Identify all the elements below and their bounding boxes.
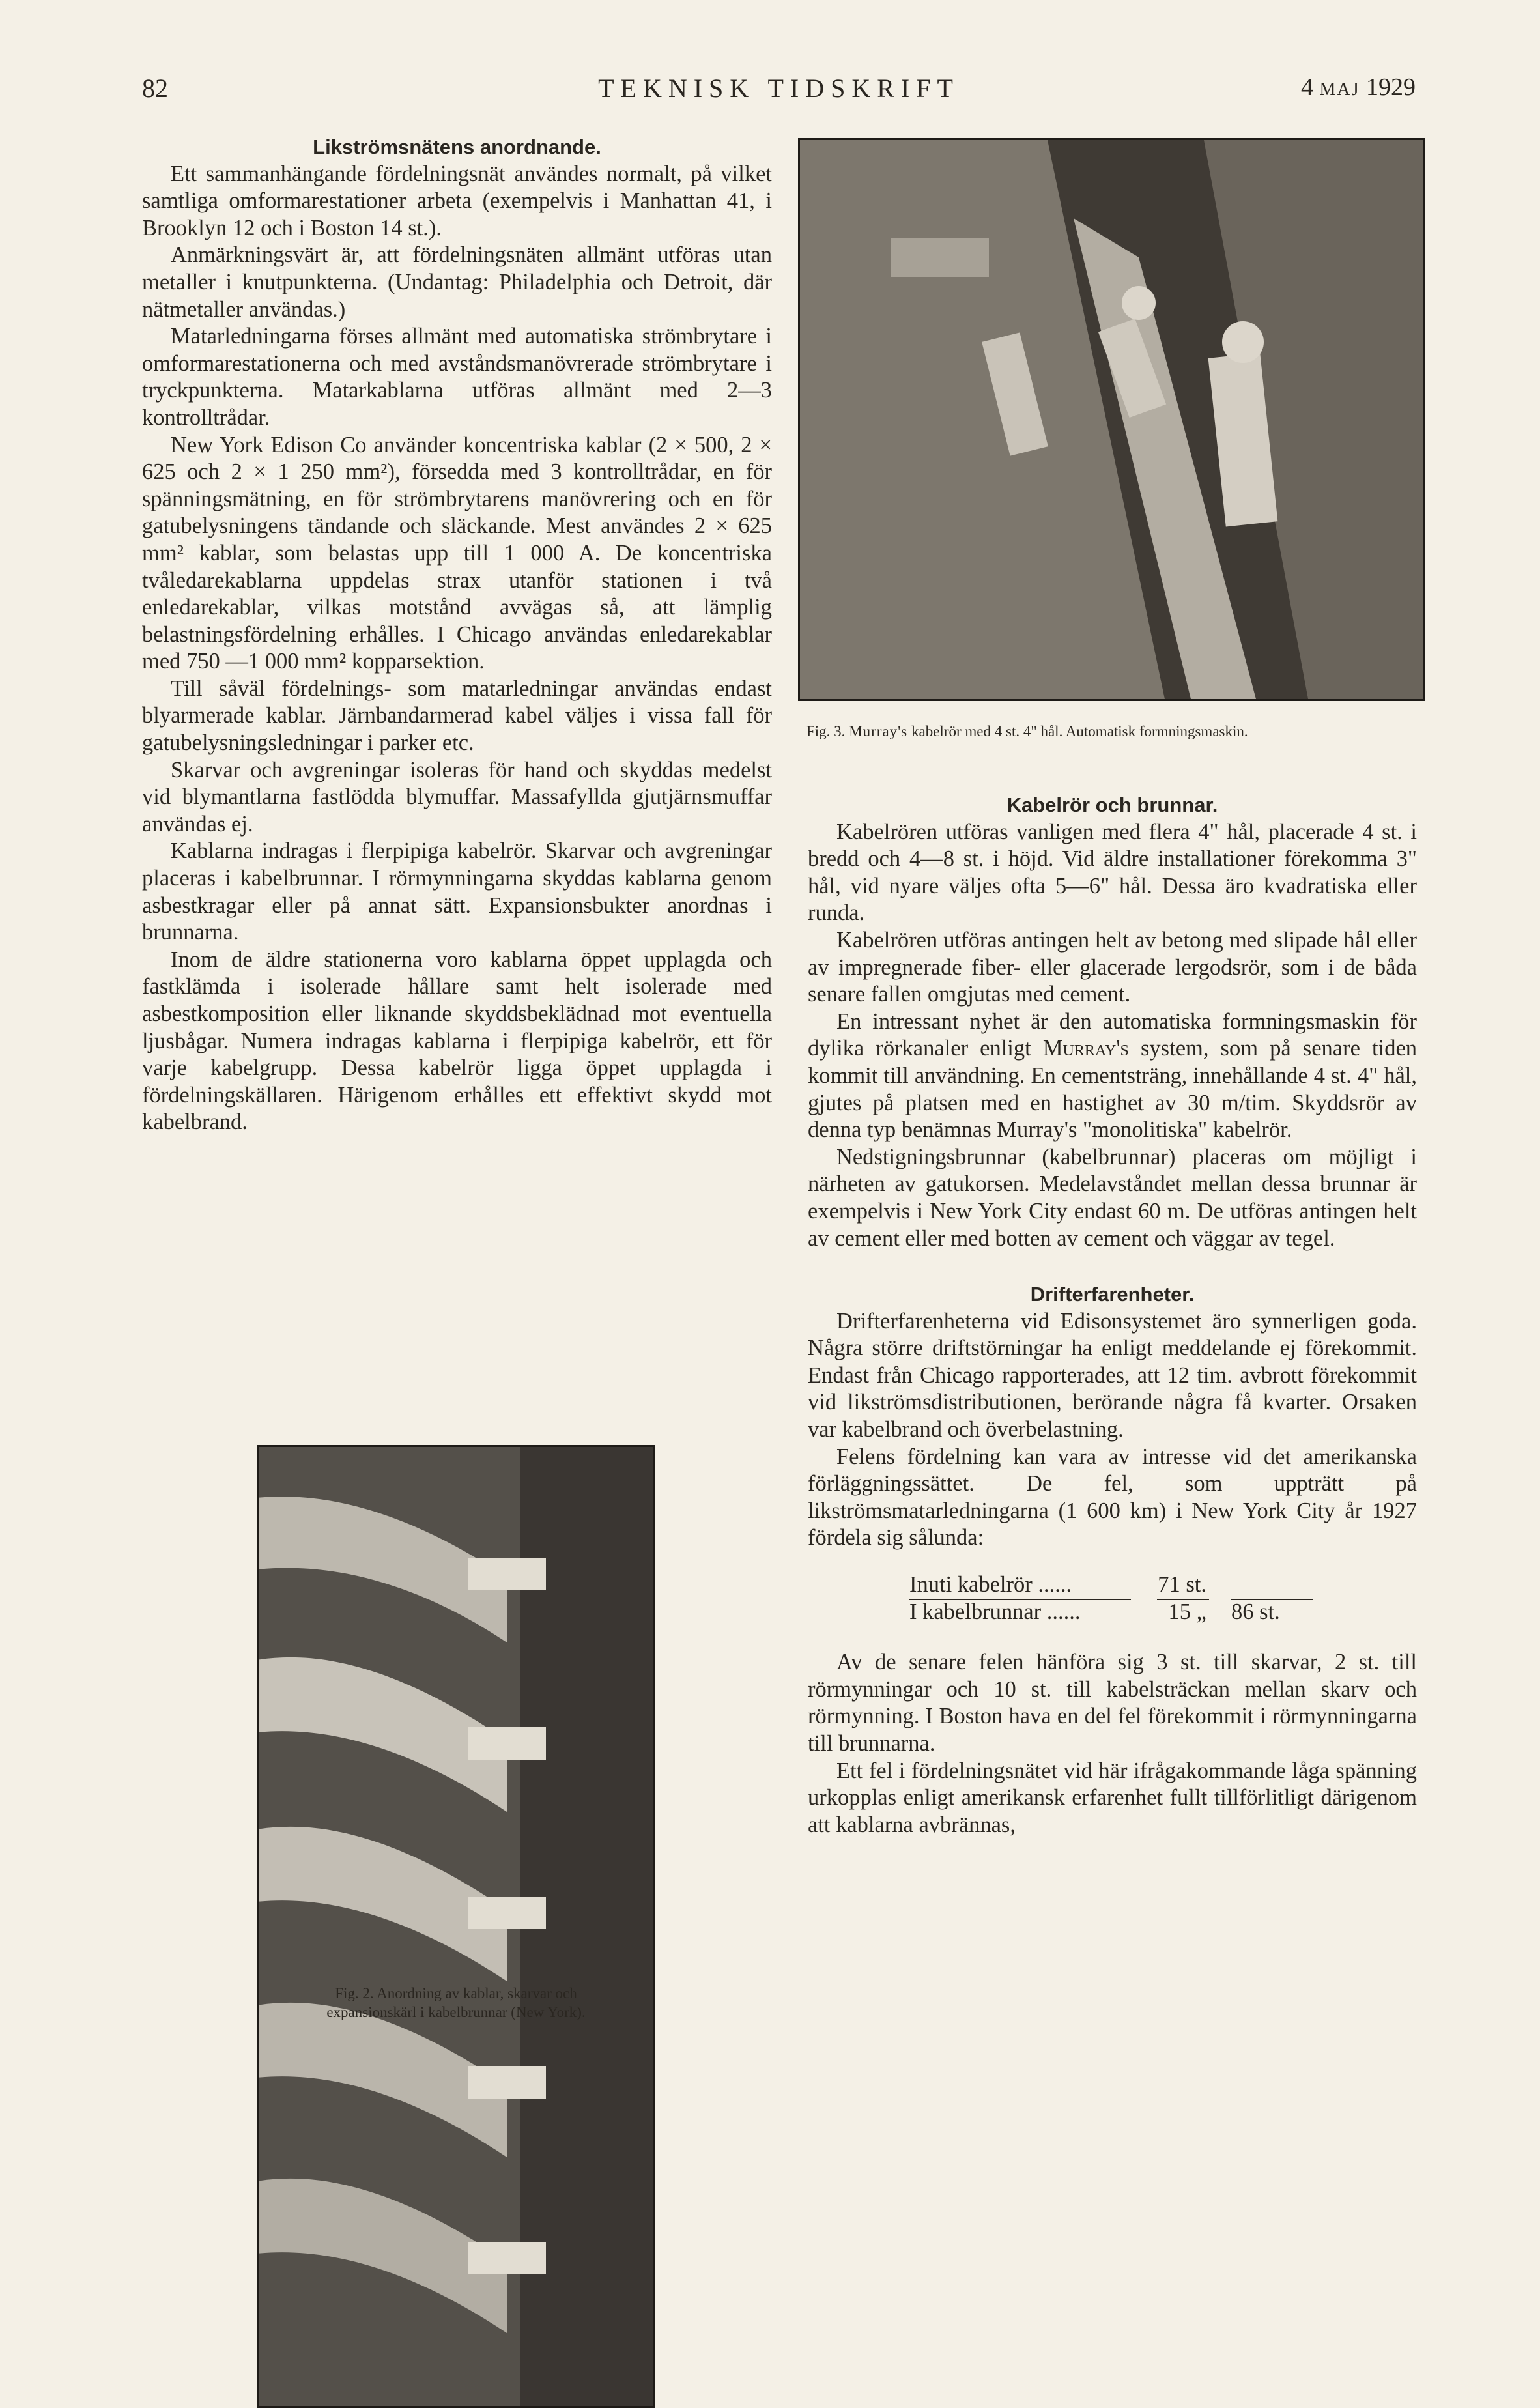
cable-manhole-photo-illustration (259, 1447, 653, 2406)
figure-2-caption: Fig. 2. Anordning av kablar, skarvar och expansionskärl i kabelbrunnar (New York). (326, 1985, 586, 2020)
paragraph: Anmärkningsvärt är, att fördelningsnäten allmänt utföras utan metaller i knutpunkterna. (Undantag: Philadelphia och Detroit, där nätmetaller användas.) (142, 242, 772, 322)
paragraph: Felens fördelning kan vara av intresse vid det amerikanska förläggningssättet. De fel, som uppträtt på likströmsmatarledningarna (1 600 km) i New York City år 1927 fördela sig sålunda: (808, 1444, 1417, 1551)
paragraph-murray: En intressant nyhet är den automatiska formningsmaskin för dylika rörkanaler enligt Murray's system, som på senare tiden kommit till användning. En cementsträng, innehållande 4 st. 4" hål, gjutes på platsen med en hastighet av 30 m/tim. Skyddsrör av denna typ benämnas Murray's "monolitiska" kabelrör. (808, 1009, 1418, 1143)
figure-2-photo (257, 1445, 655, 2408)
left-column (142, 134, 772, 1136)
fault-total: 86 st. (1231, 1599, 1280, 1624)
section-heading-kabelror: Kabelrör och brunnar. (1006, 794, 1218, 816)
paragraph: Drifterfarenheterna vid Edisonsystemet äro synnerligen goda. Några större driftstörningar ha enligt meddelande ej förekommit. Endast från Chicago rapporterades, att 12 tim. avbrott förekommit vid likströmsdistributionen, berörande några få kvarter. Orsaken var kabelbrand och överbelastning. (808, 1308, 1417, 1442)
right-column (808, 792, 1417, 1839)
paragraph: Matarledningarna förses allmänt med automatiska strömbrytare i omformarestationerna och med avståndsmanövrerade strömbrytare i tryckpunkterna. Matarkablarna utföras allmänt med 2—3 kontrolltrådar. (142, 324, 772, 430)
issue-date: 4 MAJ 1929 (1300, 74, 1416, 101)
paragraph: Nedstigningsbrunnar (kabelbrunnar) placeras om möjligt i närheten av gatukorsen. Medelavståndet mellan dessa brunnar är exempelvis i New York City endast 60 m. De utföras antingen helt av cement eller med botten av cement och väggar av tegel. (808, 1144, 1417, 1251)
paragraph: New York Edison Co använder koncentriska kablar (2 × 500, 2 × 625 och 2 × 1 250 mm²), försedda med 3 kontrolltrådar, en för spänningsmätning, en för strömbrytarens manövrering och en för gatubelysningens tändande och släckande. Mest användes 2 × 625 mm² kablar, som belastas upp till 1 000 A. De koncentriska tvåledarekablarna uppdelas strax utanför stationen i två enledarekablar, vilkas motstånd avvägas så, att lämplig belastningsfördelning erhålles. I Chicago användas enledarekablar med 750 —1 000 mm² kopparsektion. (142, 432, 772, 674)
sum-rule (909, 1599, 1131, 1600)
paragraph: Kablarna indragas i flerpipiga kabelrör. Skarvar och avgreningar placeras i kabelbrunnar. I rörmynningarna skyddas kablarna genom asbestkragar eller på annat sätt. Expansionsbukter anordnas i brunnarna. (142, 838, 772, 945)
paragraph: Kabelrören utföras antingen helt av betong med slipade hål eller av impregnerade fiber- eller glacerade lergodsrör, som i de båda senare fallen omgjutas med cement. (808, 927, 1417, 1007)
table-row: I kabelbrunnar ...... 15 „ 86 st. (808, 1599, 1417, 1626)
running-head (142, 73, 1416, 112)
paragraph: Skarvar och avgreningar isoleras för hand och skyddas medelst vid blymantlarna fastlödda blymuffar. Massafyllda gjutjärnsmuffar användas ej. (142, 757, 772, 837)
fault-distribution-table (808, 1571, 1417, 1626)
section-heading-drifterfarenheter: Drifterfarenheter. (1030, 1283, 1195, 1306)
paragraph: Av de senare felen hänföra sig 3 st. till skarvar, 2 st. till rörmynningar och 10 st. till kabelsträckan mellan skarv och rörmynning. I Boston hava en del fel förekommit i rörmynningarna till brunnarna. (808, 1650, 1417, 1756)
journal-title: TEKNISK TIDSKRIFT (598, 74, 960, 103)
paragraph: Kabelrören utföras vanligen med flera 4" hål, placerade 4 st. i bredd och 4—8 st. i höjd. Vid äldre installationer förekomma 3" hål, vid nyare väljes ofta 5—6" hål. Dessa äro kvadratiska eller runda. (808, 819, 1417, 926)
page-number: 82 (142, 74, 168, 103)
figure-3-caption: Fig. 3. Murray's kabelrör med 4 st. 4" hål. Automatisk formningsmaskin. (806, 723, 1248, 739)
paragraph: Ett sammanhängande fördelningsnät användes normalt, på vilket samtliga omformarestationer arbeta (exempelvis i Manhattan 41, i Brooklyn 12 och i Boston 14 st.). (142, 161, 772, 240)
table-row: Inuti kabelrör ...... 71 st. (909, 1572, 1206, 1598)
sum-rule (1231, 1599, 1313, 1600)
trench-photo-illustration (800, 140, 1423, 699)
figure-3-photo (798, 138, 1425, 701)
paragraph: Ett fel i fördelningsnätet vid här ifrågakommande låga spänning urkopplas enligt amerikansk erfarenhet fullt tillförlitligt därigenom att kablarna avbrännas, (808, 1758, 1417, 1837)
section-heading-likstromsnat: Likströmsnätens anordnande. (313, 136, 601, 158)
paragraph: Till såväl fördelnings- som matarledningar användas endast blyarmerade kablar. Järnbandarmerad kabel väljes i vissa fall för gatubelysningsledningar i parker etc. (142, 676, 772, 756)
paragraph: Inom de äldre stationerna voro kablarna öppet upplagda och fastklämda i isolerade hållare samt helt isolerade med asbestkomposition eller liknande skyddsbeklädnad mot eventuella ljusbågar. Numera indragas kablarna i flerpipiga kabelrör, ett för varje kabelgrupp. Dessa kabelrör ligga öppet upplagda i fördelningskällaren. Härigenom erhålles ett effektivt skydd mot kabelbrand. (142, 947, 772, 1135)
sum-rule (1157, 1599, 1209, 1600)
